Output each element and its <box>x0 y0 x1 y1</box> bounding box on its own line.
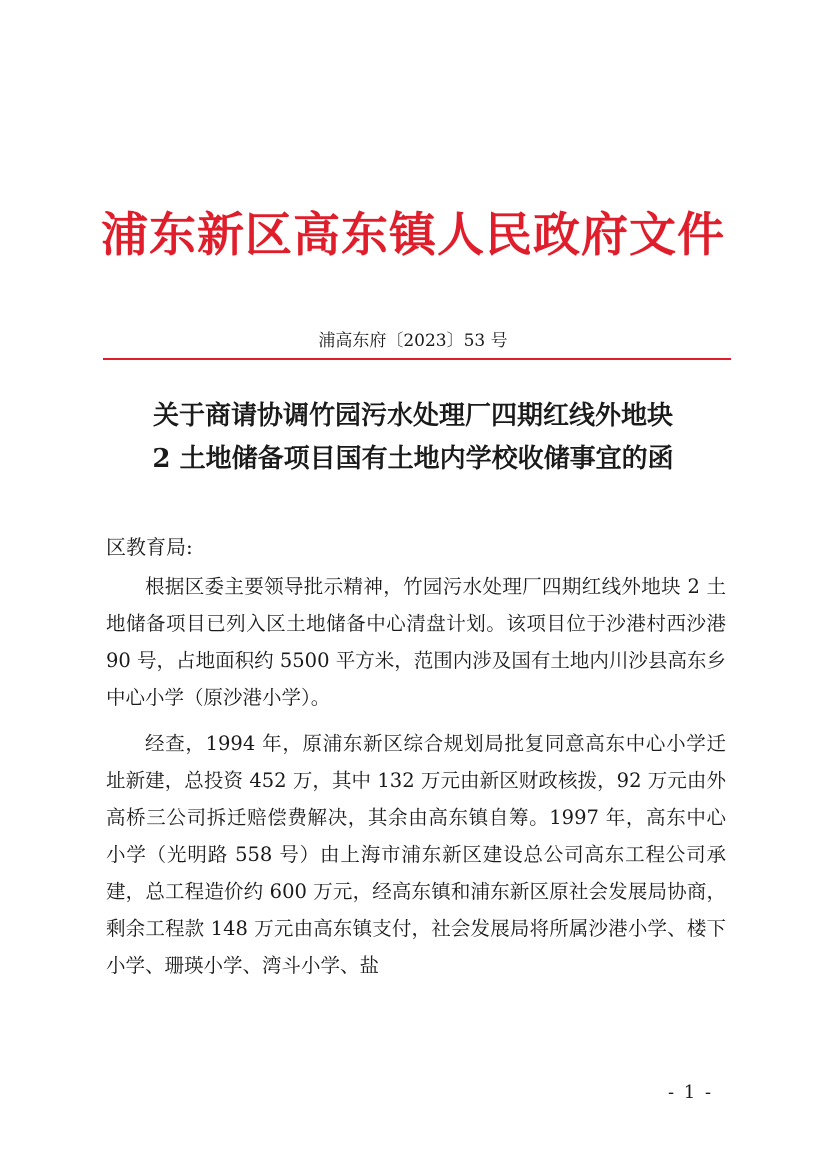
body-paragraph-2: 经查，1994 年，原浦东新区综合规划局批复同意高东中心小学迁址新建，总投资 452 万，其中 132 万元由新区财政核拨，92 万元由外高桥三公司拆迁赔偿费解决，其余由高东镇自筹。1997 年，高东中心小学（光明路 558 号）由上海市浦东新区建设总公司高东工程公司承建，总工程造价约 600 万元，经高东镇和浦东新区原社会发展局协商，剩余工程款 148 万元由高东镇支付，社会发展局将所属沙港小学、楼下小学、珊瑛小学、湾斗小学、盐 <box>106 732 726 977</box>
page-number: - 1 - <box>668 1082 714 1103</box>
title-line-2: 2 土地储备项目国有土地内学校收储事宜的函 <box>152 444 674 474</box>
body-text <box>106 568 726 993</box>
document-title <box>70 395 756 481</box>
addressee: 区教育局: <box>106 535 193 559</box>
document-header-org-title: 浦东新区高东镇人民政府文件 <box>101 208 725 263</box>
document-number: 浦高东府〔2023〕53 号 <box>318 331 508 351</box>
red-divider-line <box>103 358 731 360</box>
title-line-1: 关于商请协调竹园污水处理厂四期红线外地块 <box>152 401 673 431</box>
body-paragraph-1: 根据区委主要领导批示精神，竹园污水处理厂四期红线外地块 2 土地储备项目已列入区土地储备中心清盘计划。该项目位于沙港村西沙港 90 号，占地面积约 5500 平方米，范围内涉及国有土地内川沙县高东乡中心小学（原沙港小学）。 <box>106 575 726 709</box>
